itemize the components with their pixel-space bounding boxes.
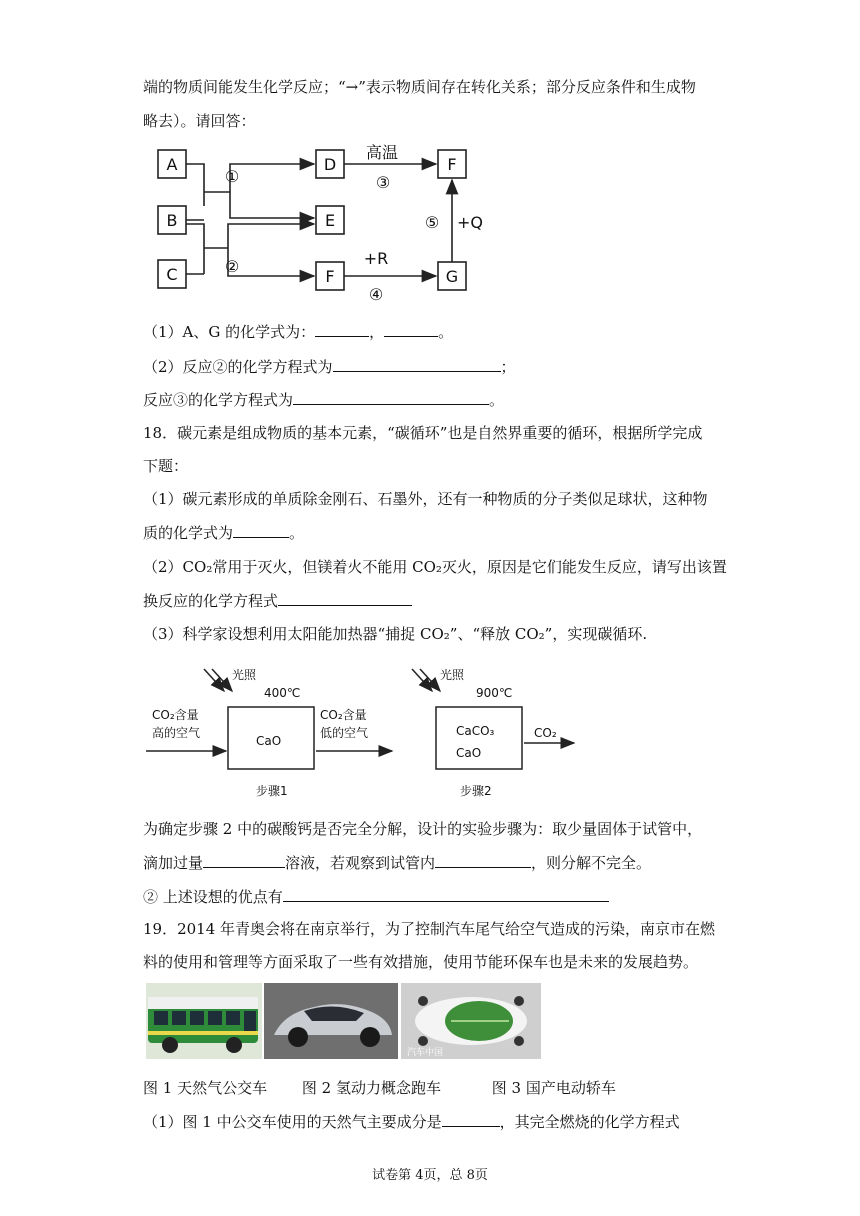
step1-output-line1: CO₂含量 [320,708,367,722]
node-e-label: E [324,211,336,230]
step2-light-label: 光照 [440,668,465,682]
answer-blank-formula[interactable] [233,521,289,538]
q18-part2-line1: （2）CO₂常用于灭火，但镁着火不能用 CO₂灭火，原因是它们能发生反应，请写出该置 [143,558,727,576]
answer-blank-advantages[interactable] [283,885,609,902]
answer-blank-gas[interactable] [442,1110,500,1127]
reaction-4-label: ④ [368,285,384,304]
q18-part4-line1: 为确定步骤 2 中的碳酸钙是否完全分解，设计的实验步骤为：取少量固体于试管中， [143,820,703,838]
node-f-label: F [447,155,457,174]
q19-part1: （1）图 1 中公交车使用的天然气主要成分是 ，其完全燃烧的化学方程式 [143,1110,680,1133]
step1-caption: 步骤1 [256,784,288,798]
condition-plus-r: +R [363,249,389,268]
reaction-2-label: ② [224,257,240,276]
condition-plus-q: +Q [457,213,483,232]
caption-fig2: 图 2 氢动力概念跑车 [301,1079,441,1097]
q18-part2-line2: 换反应的化学方程式 [143,589,412,612]
answer-blank-mg-eq[interactable] [278,589,412,606]
q17-part2: （2）反应②的化学方程式为 ； [143,355,516,378]
reaction-1-label: ① [224,167,240,186]
condition-high-temp: 高温 [365,143,399,162]
reaction-5-label: ⑤ [424,213,440,232]
step2-caption: 步骤2 [460,784,492,798]
answer-blank-eq2[interactable] [333,355,501,372]
intro-line-2: 略去）。请回答： [143,112,256,130]
answer-blank-g[interactable] [384,320,438,337]
photo3-watermark: 汽车中国 [407,1048,444,1058]
q17-part1: （1）A、G 的化学式为： ， 。 [143,320,453,343]
step1-input-line1: CO₂含量 [152,708,199,722]
reaction-3-label: ③ [375,173,391,192]
node-b-label: B [166,211,178,230]
step1-output-line2: 低的空气 [320,726,369,740]
q18-part5: ② 上述设想的优点有 [143,885,609,908]
page-footer: 试卷第 4页，总 8页 [372,1168,488,1183]
step2-box-line2: CaO [456,746,482,760]
q18-part3: （3）科学家设想利用太阳能加热器“捕捉 CO₂”、“释放 CO₂”，实现碳循环. [143,625,648,643]
step1-box-label: CaO [256,734,282,748]
step2-temp: 900℃ [476,686,513,700]
caption-fig1: 图 1 天然气公交车 [143,1079,268,1097]
node-f2-label: F [325,267,335,286]
step1-input-line2: 高的空气 [152,726,201,740]
q18-part1-line1: （1）碳元素形成的单质除金刚石、石墨外，还有一种物质的分子类似足球状，这种物 [143,490,708,508]
node-a-label: A [166,155,178,174]
q19-intro-1: 19．2014 年青奥会将在南京举行，为了控制汽车尾气给空气造成的污染，南京市在燃 [143,920,716,938]
hydrogen-car-photo [264,983,398,1059]
step1-light-label: 光照 [232,668,257,682]
figure-captions [143,1077,616,1099]
step1-temp: 400℃ [264,686,301,700]
answer-blank-observation[interactable] [435,851,531,868]
q19-intro-2: 料的使用和管理等方面采取了一些有效措施，使用节能环保车也是未来的发展趋势。 [143,953,699,971]
q18-intro-1: 18．碳元素是组成物质的基本元素，“碳循环”也是自然界重要的循环，根据所学完成 [143,424,703,442]
node-c-label: C [166,265,178,284]
carbon-capture-diagram [146,665,586,810]
q18-intro-2: 下题： [143,457,189,475]
caption-fig3: 图 3 国产电动轿车 [491,1079,616,1097]
intro-line-1: 端的物质间能发生化学反应；“→”表示物质间存在转化关系；部分反应条件和生成物 [143,78,696,96]
answer-blank-a[interactable] [315,320,369,337]
answer-blank-eq3[interactable] [293,388,489,405]
electric-car-photo [401,983,541,1059]
node-d-label: D [323,155,337,174]
step2-output-label: CO₂ [534,726,557,740]
reaction-flow-diagram [150,140,490,305]
bus-photo [146,983,262,1059]
node-g-label: G [445,267,459,286]
q18-part1-line2: 质的化学式为 。 [143,521,304,544]
step2-box-line1: CaCO₃ [456,724,495,738]
q18-part4-line2: 滴加过量 溶液，若观察到试管内 ，则分解不完全。 [143,851,651,874]
answer-blank-reagent[interactable] [203,851,285,868]
q17-part3: 反应③的化学方程式为 。 [143,388,504,411]
